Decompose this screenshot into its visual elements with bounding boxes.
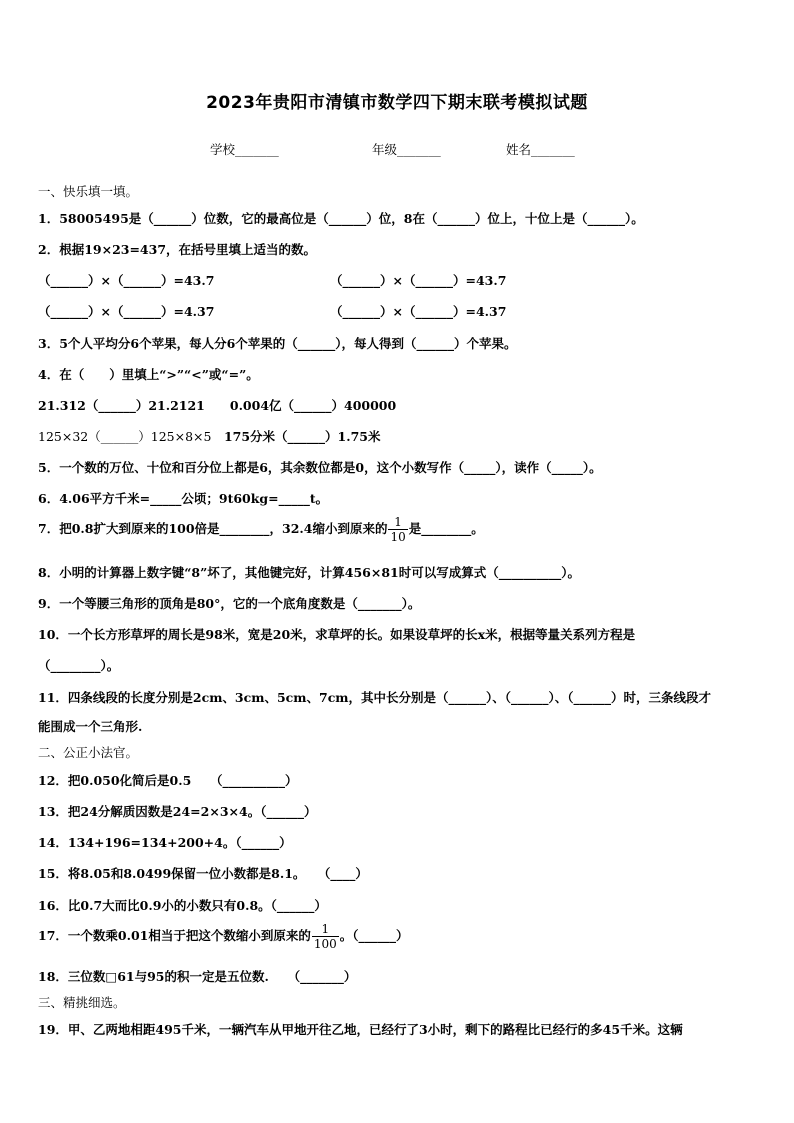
question-17 xyxy=(38,922,409,951)
question-8: 8．小明的计算器上数字键“8”坏了，其他键完好，计算456×81时可以写成算式（__________）。 xyxy=(38,565,580,580)
question-4-comparison: 175分米（______）1.75米 xyxy=(211,429,381,444)
question-1: 1．58005495是（______）位数，它的最高位是（______）位，8在（______）位上，十位上是（______）。 xyxy=(38,211,644,226)
question-2-item-a: （______）×（______）=43.7 xyxy=(38,273,215,288)
grade-field: 年级_______ xyxy=(372,142,441,157)
question-4-row-2 xyxy=(38,427,381,445)
school-field: 学校_______ xyxy=(210,142,279,157)
question-7-text: 7．把0.8扩大到原来的100倍是________，32.4缩小到原来的 xyxy=(38,521,388,536)
question-15: 15．将8.05和8.0499保留一位小数都是8.1。 （____） xyxy=(38,866,368,881)
fraction-denominator: 10 xyxy=(390,530,406,544)
question-17-tail: 。（______） xyxy=(339,928,409,943)
fraction-one-hundredth xyxy=(312,922,339,951)
fraction-one-tenth xyxy=(388,515,407,544)
question-4-expression: 125×32（______）125×8×5 xyxy=(38,429,212,444)
question-4-row-1: 21.312（______）21.2121 0.004亿（______）400000 xyxy=(38,398,397,413)
name-field: 姓名_______ xyxy=(506,142,575,157)
fraction-numerator: 1 xyxy=(388,515,407,530)
question-16: 16．比0.7大而比0.9小的小数只有0.8。（______） xyxy=(38,898,327,913)
fraction-denominator: 100 xyxy=(313,937,337,951)
question-2: 2．根据19×23=437，在括号里填上适当的数。 xyxy=(38,242,317,257)
question-2-item-b: （______）×（______）=43.7 xyxy=(330,273,507,288)
question-10-answer: （________）。 xyxy=(38,658,120,673)
question-4: 4．在（ ）里填上“>”“<”或“=”。 xyxy=(38,367,259,382)
question-6: 6．4.06平方千米=_____公顷；9t60kg=_____t。 xyxy=(38,491,329,506)
question-12: 12．把0.050化简后是0.5 （__________） xyxy=(38,773,298,788)
question-13: 13．把24分解质因数是24=2×3×4。（______） xyxy=(38,804,317,819)
question-10: 10．一个长方形草坪的周长是98米，宽是20米，求草坪的长。如果设草坪的长x米，根据等量关系列方程是 xyxy=(38,627,636,642)
question-2-item-d: （______）×（______）=4.37 xyxy=(330,304,507,319)
question-11-continued: 能围成一个三角形. xyxy=(38,719,143,734)
question-14: 14．134+196=134+200+4。（______） xyxy=(38,835,292,850)
section-heading-3: 三、精挑细选。 xyxy=(38,995,126,1010)
question-9: 9．一个等腰三角形的顶角是80°，它的一个底角度数是（_______）。 xyxy=(38,596,421,611)
section-heading-2: 二、公正小法官。 xyxy=(38,745,139,760)
question-18: 18．三位数□61与95的积一定是五位数. （_______） xyxy=(38,969,357,984)
page-title: 2023年贵阳市清镇市数学四下期末联考模拟试题 xyxy=(206,93,588,113)
section-heading-1: 一、快乐填一填。 xyxy=(38,184,139,199)
fraction-numerator: 1 xyxy=(312,922,339,937)
question-5: 5．一个数的万位、十位和百分位上都是6，其余数位都是0，这个小数写作（_____），读作（_____）。 xyxy=(38,460,602,475)
question-11: 11．四条线段的长度分别是2cm、3cm、5cm、7cm，其中长分别是（______）、（______）、（______）时，三条线段才 xyxy=(38,690,712,705)
question-7-tail: 是________。 xyxy=(408,521,484,536)
question-17-text: 17．一个数乘0.01相当于把这个数缩小到原来的 xyxy=(38,928,311,943)
question-3: 3．5个人平均分6个苹果，每人分6个苹果的（______），每人得到（______）个苹果。 xyxy=(38,336,517,351)
question-7 xyxy=(38,515,484,544)
question-19: 19．甲、乙两地相距495千米，一辆汽车从甲地开往乙地，已经行了3小时，剩下的路程比已经行的多45千米。这辆 xyxy=(38,1022,683,1037)
question-2-item-c: （______）×（______）=4.37 xyxy=(38,304,215,319)
